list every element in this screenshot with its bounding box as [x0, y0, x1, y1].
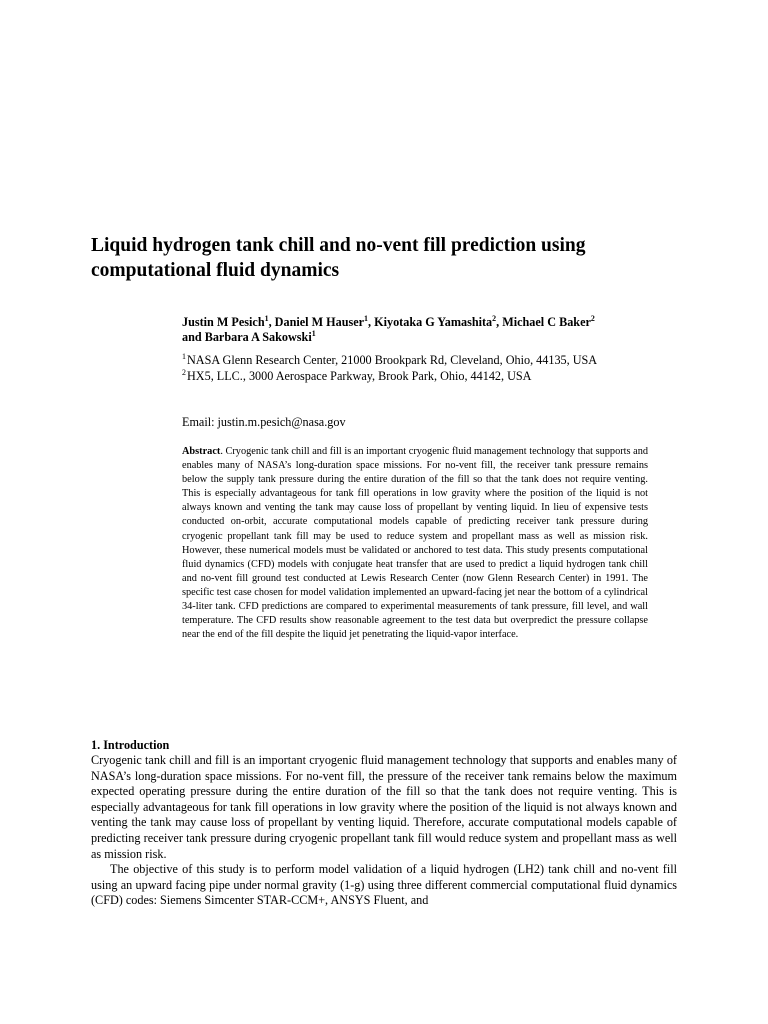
affiliation-list: [182, 353, 682, 384]
author-separator: ,: [268, 315, 275, 329]
abstract-label: Abstract: [182, 446, 221, 457]
author-name: Daniel M Hauser: [274, 315, 365, 329]
intro-paragraph: Cryogenic tank chill and fill is an important cryogenic fluid management technology that supports and enables many of NASA’s long-duration space missions. For no-vent fill, the pressure of the receiver tank remains below the maximum expected operating pressure during the entire duration of the fill so that the tank does not require venting. This is especially advantageous for tank fill operations in low gravity where the position of the liquid is not always known and venting the tank may cause loss of propellant by venting liquid. Therefore, accurate computational models capable of predicting receiver tank pressure during cryogenic propellant tank fill would reduce system and propellant mass as well as mission risk.: [91, 753, 677, 861]
author-affiliation-mark: 1: [264, 313, 269, 323]
author-name: Kiyotaka G Yamashita: [374, 315, 493, 329]
author-list: [182, 315, 682, 345]
author-separator: ,: [496, 315, 503, 329]
contact-email: Email: justin.m.pesich@nasa.gov: [182, 415, 346, 429]
author-affiliation-mark: 1: [311, 328, 316, 338]
author-separator: ,: [368, 315, 375, 329]
affiliation-number: 2: [182, 367, 186, 377]
intro-paragraph: The objective of this study is to perform model validation of a liquid hydrogen (LH2) tank chill and no-vent fill using an upward facing pipe under normal gravity (1-g) using three different commercial computational fluid dynamics (CFD) codes: Siemens Simcenter STAR-CCM+, ANSYS Fluent, and: [91, 862, 677, 908]
affiliation-item: [182, 353, 682, 369]
affiliation-item: [182, 369, 682, 385]
affiliation-number: 1: [182, 351, 186, 361]
affiliation-text: HX5, LLC., 3000 Aerospace Parkway, Brook Park, Ohio, 44142, USA: [187, 368, 532, 383]
author-affiliation-mark: 2: [590, 313, 595, 323]
introduction-body: [91, 753, 677, 909]
abstract-text: . Cryogenic tank chill and fill is an important cryogenic fluid management technology that supports and enables many of NASA’s long-duration space missions. For no-vent fill, the receiver tank pressure remains below the supply tank pressure during the entire duration of the fill so that the tank does not require venting. This is especially advantageous for tank fill operations in low gravity where the position of the liquid is not always known and venting the tank may cause loss of propellant by venting liquid. In lieu of expensive tests conducted on-orbit, accurate computational models capable of predicting receiver tank pressure during cryogenic propellant tank fill may be used to reduce system and propellant mass as well as mission risk. However, these numerical models must be validated or anchored to test data. This study presents computational fluid dynamics (CFD) models with conjugate heat transfer that are used to predict a liquid hydrogen tank chill and no-vent fill ground test conducted at Lewis Research Center (now Glenn Research Center) in 1991. The specific test case chosen for model validation implemented an upward-facing jet near the bottom of a cylindrical 34-liter tank. CFD predictions are compared to experimental measurements of tank pressure, fill level, and wall temperature. The CFD results show reasonable agreement to the test data but overpredict the pressure collapse near the end of the fill despite the liquid jet penetrating the liquid-vapor interface.: [182, 446, 648, 641]
author-name: Michael C Baker: [502, 315, 591, 329]
abstract: [182, 445, 648, 642]
section-heading-introduction: 1. Introduction: [91, 738, 170, 752]
author-name: Justin M Pesich: [182, 315, 265, 329]
author-affiliation-mark: 1: [364, 313, 369, 323]
author-affiliation-mark: 2: [492, 313, 497, 323]
paper-title: Liquid hydrogen tank chill and no-vent fill prediction using computational fluid dynamics: [91, 235, 586, 281]
affiliation-text: NASA Glenn Research Center, 21000 Brookpark Rd, Cleveland, Ohio, 44135, USA: [187, 353, 598, 367]
author-name: and Barbara A Sakowski: [182, 330, 312, 344]
